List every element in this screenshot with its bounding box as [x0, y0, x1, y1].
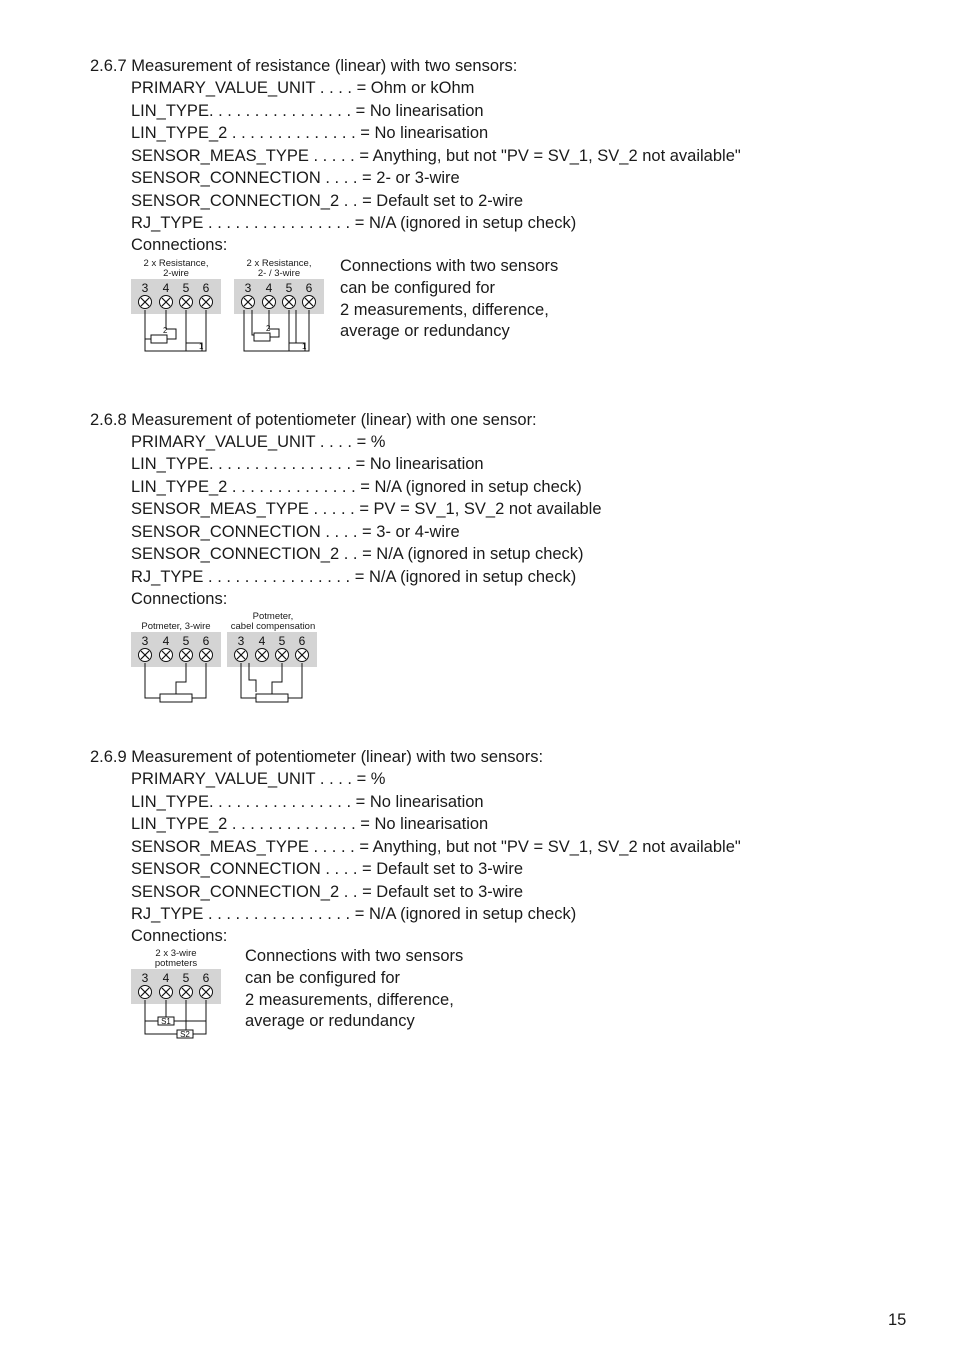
param-value: = Default set to 2-wire — [362, 192, 524, 210]
param-value: = N/A (ignored in setup check) — [362, 545, 584, 563]
connections-label: Connections: — [131, 927, 228, 945]
param-dots: . . . . — [315, 433, 357, 451]
terminal-number: 4 — [258, 634, 266, 648]
param-value: = Default set to 3-wire — [362, 883, 524, 901]
param-row — [131, 903, 576, 925]
terminal-number: 5 — [182, 971, 190, 985]
param-value: = Anything, but not "PV = SV_1, SV_2 not available" — [359, 838, 741, 856]
param-row — [131, 813, 488, 835]
connections-label: Connections: — [131, 590, 228, 608]
param-name: SENSOR_CONNECTION — [131, 169, 321, 187]
terminal-number: 3 — [141, 281, 149, 295]
param-row — [131, 122, 488, 144]
param-value: = Anything, but not "PV = SV_1, SV_2 not available" — [359, 147, 741, 165]
terminal-number: 6 — [202, 971, 210, 985]
param-row — [131, 791, 484, 813]
param-dots: . . . . . . . . . . . . . . . . — [203, 905, 355, 923]
param-value: = No linearisation — [355, 793, 484, 811]
param-row — [131, 212, 576, 234]
terminal-number: 4 — [162, 281, 170, 295]
diagram-caption: 2 x Resistance, 2- / 3-wire — [246, 258, 312, 279]
param-row — [131, 190, 523, 212]
param-row — [131, 566, 576, 588]
param-row — [131, 476, 582, 498]
terminal-number: 6 — [305, 281, 313, 295]
wiring-diagram-2x-resistance-2-wire — [131, 279, 223, 357]
param-row — [131, 858, 523, 880]
resistor-label: 1 — [199, 342, 204, 351]
param-value: = N/A (ignored in setup check) — [354, 214, 577, 232]
section-heading-2-6-8: 2.6.8 Measurement of potentiometer (linear) with one sensor: — [90, 411, 537, 429]
param-dots: . . . . . . . . . . . . . . — [227, 815, 361, 833]
param-dots: . . . . . . . . . . . . . . — [227, 124, 361, 142]
param-dots: . . . . . — [308, 838, 360, 856]
diagram-caption: Potmeter, 3-wire — [141, 621, 211, 632]
note-line: 2 measurements, difference, — [245, 991, 454, 1009]
param-value: = No linearisation — [360, 124, 489, 142]
param-row — [131, 167, 460, 189]
param-name: SENSOR_CONNECTION_2 — [131, 545, 340, 563]
wires — [241, 663, 302, 698]
param-dots: . . — [339, 883, 363, 901]
param-value: = PV = SV_1, SV_2 not available — [359, 500, 602, 518]
param-name: SENSOR_CONNECTION — [131, 523, 321, 541]
wiring-diagram-potmeter-cable-compensation — [227, 632, 319, 704]
terminal-number: 3 — [244, 281, 252, 295]
terminal-number: 5 — [182, 281, 190, 295]
connections-label: Connections: — [131, 236, 228, 254]
param-value: = Default set to 3-wire — [362, 860, 523, 878]
param-dots: . . . . . — [308, 500, 360, 518]
param-name: RJ_TYPE — [131, 214, 204, 232]
section-heading-2-6-7: 2.6.7 Measurement of resistance (linear) with two sensors: — [90, 57, 518, 75]
param-dots: . . . . — [320, 860, 363, 878]
terminal-number: 6 — [298, 634, 306, 648]
param-dots: . . — [339, 545, 363, 563]
param-dots: . . . . . . . . . . . . . . — [227, 478, 361, 496]
param-value: = Ohm or kOhm — [356, 79, 475, 97]
param-value: = N/A (ignored in setup check) — [360, 478, 582, 496]
param-name: SENSOR_MEAS_TYPE — [131, 838, 309, 856]
terminal-number: 5 — [285, 281, 293, 295]
wiring-diagram-2x-3-wire-potmeters — [131, 969, 223, 1041]
param-dots: . . . . . . . . . . . . . . . . — [208, 455, 356, 473]
param-row — [131, 881, 523, 903]
note-line: 2 measurements, difference, — [340, 301, 549, 319]
param-name: RJ_TYPE — [131, 905, 204, 923]
param-dots: . . . . . — [308, 147, 360, 165]
terminal-number: 3 — [237, 634, 245, 648]
terminal-number: 5 — [182, 634, 190, 648]
param-value: = % — [356, 433, 386, 451]
terminal-number: 3 — [141, 971, 149, 985]
param-name: LIN_TYPE — [131, 102, 209, 120]
potentiometer-icon — [256, 694, 288, 702]
param-dots: . . . . — [315, 770, 357, 788]
potentiometer-icon — [160, 694, 192, 702]
param-dots: . . . . . . . . . . . . . . . . — [208, 793, 356, 811]
param-name: SENSOR_CONNECTION_2 — [131, 192, 340, 210]
param-value: = N/A (ignored in setup check) — [354, 905, 577, 923]
param-value: = N/A (ignored in setup check) — [354, 568, 577, 586]
param-name: RJ_TYPE — [131, 568, 204, 586]
param-value: = 3- or 4-wire — [362, 523, 460, 541]
potentiometer-label: S2 — [180, 1030, 190, 1039]
terminal-number: 6 — [202, 281, 210, 295]
param-name: LIN_TYPE — [131, 455, 209, 473]
param-row — [131, 498, 602, 520]
param-row — [131, 768, 385, 790]
param-value: = No linearisation — [355, 455, 484, 473]
terminal-number: 5 — [278, 634, 286, 648]
param-name: PRIMARY_VALUE_UNIT — [131, 433, 316, 451]
param-dots: . . . . . . . . . . . . . . . . — [203, 568, 355, 586]
param-name: LIN_TYPE — [131, 793, 209, 811]
terminal-number: 4 — [162, 634, 170, 648]
resistor-2-icon — [151, 335, 167, 343]
resistor-2-icon — [254, 333, 270, 341]
param-name: PRIMARY_VALUE_UNIT — [131, 770, 316, 788]
note-line: can be configured for — [245, 969, 401, 987]
param-name: SENSOR_MEAS_TYPE — [131, 500, 309, 518]
param-dots: . . . . — [320, 523, 363, 541]
param-name: SENSOR_CONNECTION — [131, 860, 321, 878]
wiring-diagram-2x-resistance-2-3-wire — [234, 279, 326, 357]
diagram-caption: Potmeter, cabel compensation — [230, 611, 316, 632]
param-dots: . . . . — [320, 169, 363, 187]
terminal-number: 6 — [202, 634, 210, 648]
section-heading-2-6-9: 2.6.9 Measurement of potentiometer (linear) with two sensors: — [90, 748, 544, 766]
param-dots: . . . . — [315, 79, 357, 97]
diagram-caption: 2 x 3-wire potmeters — [154, 948, 198, 969]
param-row — [131, 77, 474, 99]
diagram-caption: 2 x Resistance, 2-wire — [143, 258, 209, 279]
param-row — [131, 100, 484, 122]
terminal-number: 3 — [141, 634, 149, 648]
note-line: can be configured for — [340, 279, 496, 297]
wiring-diagram-potmeter-3-wire — [131, 632, 223, 704]
potentiometer-label: S1 — [161, 1017, 171, 1026]
resistor-label: 1 — [302, 342, 307, 351]
param-value: = % — [356, 770, 386, 788]
param-row — [131, 521, 460, 543]
param-value: = 2- or 3-wire — [362, 169, 460, 187]
param-name: PRIMARY_VALUE_UNIT — [131, 79, 316, 97]
wires — [145, 663, 206, 698]
note-line: average or redundancy — [245, 1012, 415, 1030]
param-value: = No linearisation — [355, 102, 484, 120]
param-dots: . . . . . . . . . . . . . . . . — [203, 214, 355, 232]
param-name: LIN_TYPE_2 — [131, 124, 228, 142]
page-number: 15 — [888, 1311, 907, 1329]
resistor-label: 2 — [266, 324, 271, 333]
note-line: Connections with two sensors — [340, 257, 559, 275]
param-row — [131, 145, 741, 167]
resistor-label: 2 — [163, 326, 168, 335]
param-name: LIN_TYPE_2 — [131, 815, 228, 833]
param-row — [131, 431, 385, 453]
param-value: = No linearisation — [360, 815, 489, 833]
param-name: SENSOR_CONNECTION_2 — [131, 883, 340, 901]
note-line: average or redundancy — [340, 322, 510, 340]
param-name: SENSOR_MEAS_TYPE — [131, 147, 309, 165]
note-line: Connections with two sensors — [245, 947, 464, 965]
terminal-number: 4 — [265, 281, 273, 295]
wires — [145, 1000, 206, 1034]
param-row — [131, 543, 584, 565]
param-row — [131, 453, 484, 475]
param-dots: . . — [339, 192, 363, 210]
param-row — [131, 836, 741, 858]
terminal-number: 4 — [162, 971, 170, 985]
param-dots: . . . . . . . . . . . . . . . . — [208, 102, 356, 120]
param-name: LIN_TYPE_2 — [131, 478, 228, 496]
